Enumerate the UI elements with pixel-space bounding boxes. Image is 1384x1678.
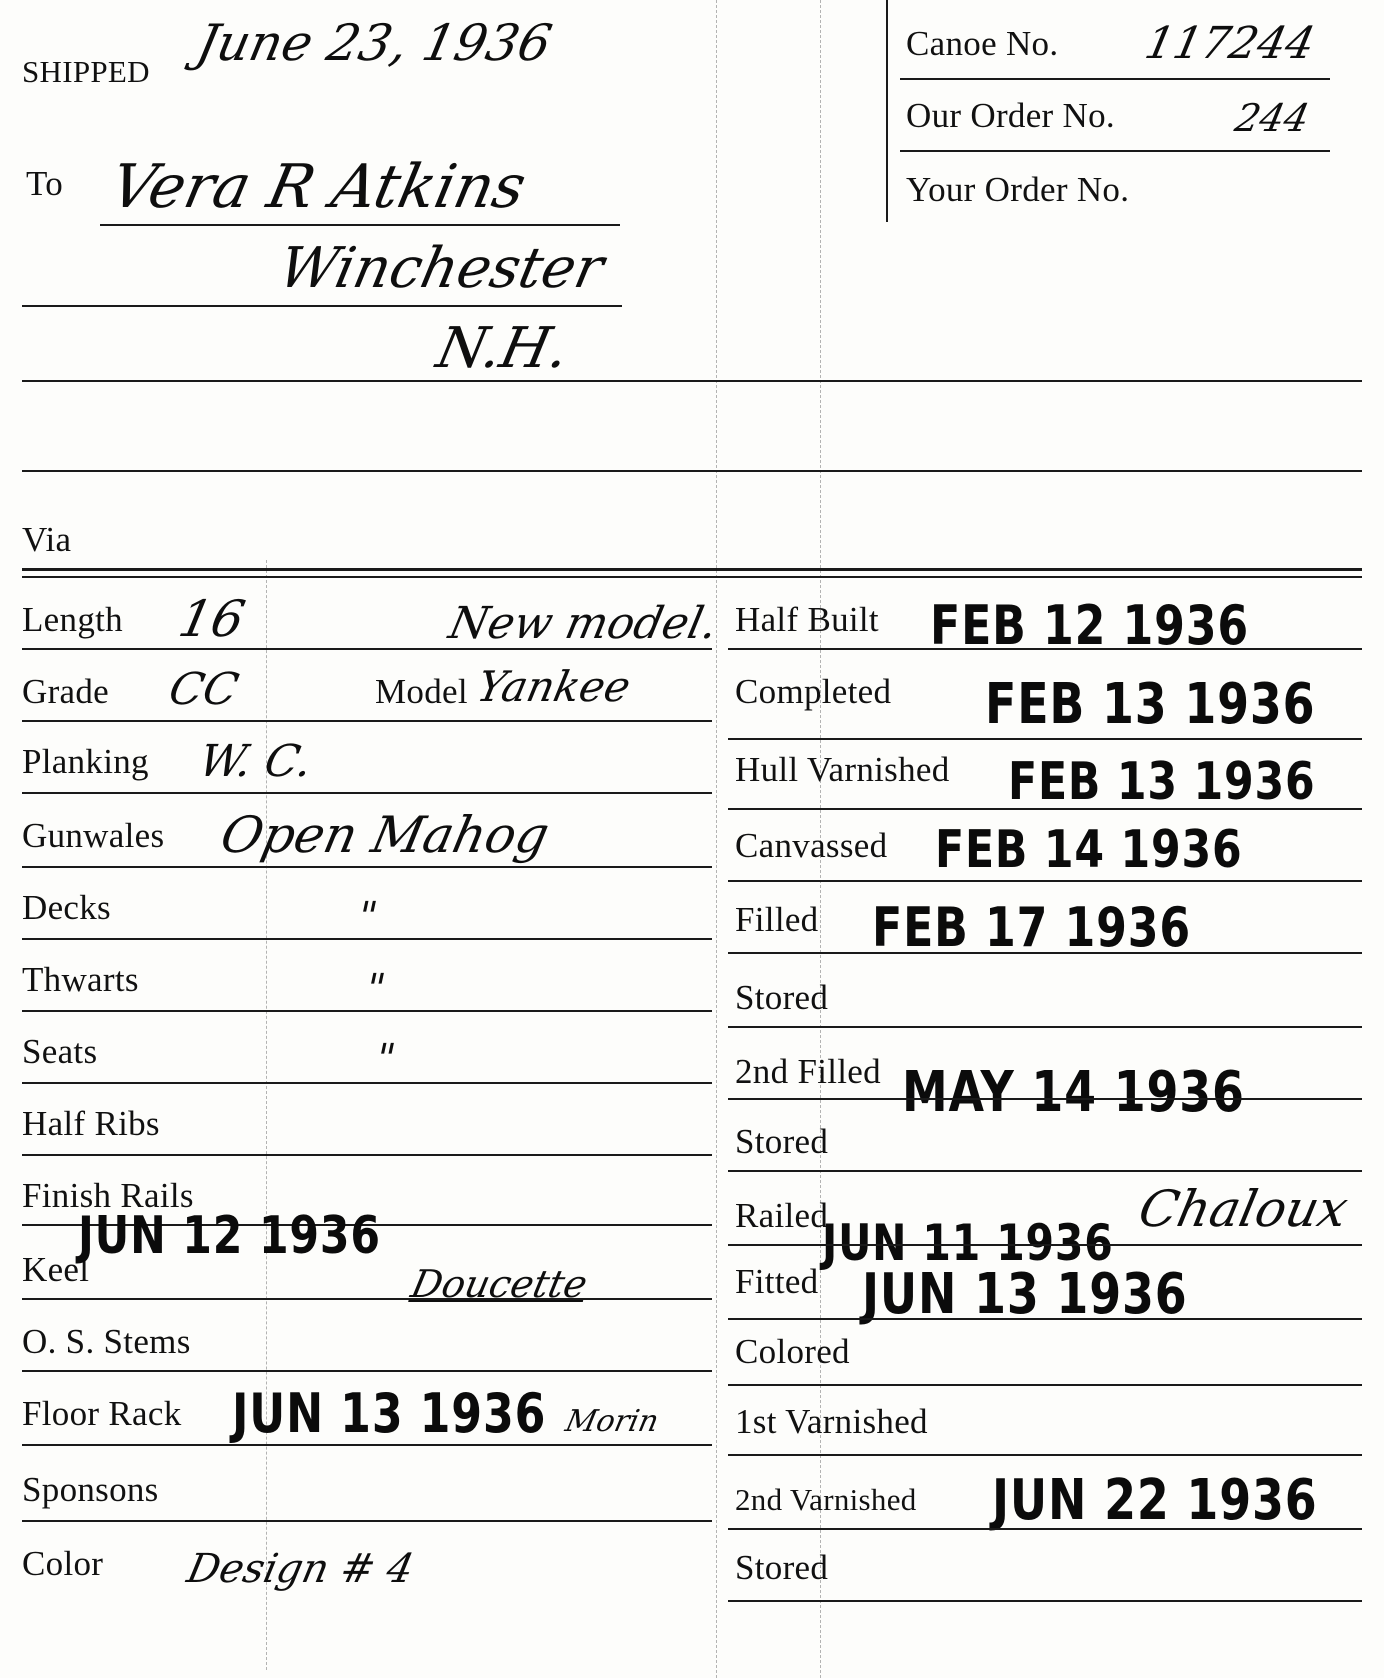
section-divider [22,568,1362,571]
row-rule [22,1298,712,1300]
gunwales-value: Open Mahog [215,806,555,864]
first-varnished-label: 1st Varnished [735,1402,928,1441]
sponsons-label: Sponsons [22,1470,159,1509]
row-rule [22,648,712,650]
row-rule [728,1454,1362,1456]
row-rule [728,1026,1362,1028]
fitted-label: Fitted [735,1262,819,1301]
to-state: N.H. [431,316,575,381]
floor-rack-label: Floor Rack [22,1394,182,1433]
row-rule [728,648,1362,650]
to-label: To [26,164,64,203]
railed-note: Chaloux [1133,1180,1353,1238]
color-value: Design # 4 [183,1546,418,1592]
row-rule [22,1520,712,1522]
filled-stamp: FEB 17 1936 [872,896,1191,959]
order-box-border [886,0,888,222]
floor-rack-note: Morin [562,1404,662,1439]
grade-label: Grade [22,672,110,711]
keel-label: Keel [22,1250,90,1289]
filled-label: Filled [735,900,819,939]
your-order-no-label: Your Order No. [906,170,1130,209]
address-line [22,305,622,307]
order-box-rule [900,78,1330,80]
shipped-label: SHIPPED [22,54,150,89]
row-rule [22,720,712,722]
keel-stamp: JUN 12 1936 [78,1206,381,1266]
second-filled-label: 2nd Filled [735,1052,881,1091]
length-label: Length [22,600,123,639]
second-filled-stamp: MAY 14 1936 [902,1060,1245,1125]
railed-label: Railed [735,1196,829,1235]
address-line [100,224,620,226]
row-rule [728,1098,1362,1100]
row-rule [22,1010,712,1012]
second-varnished-label: 2nd Varnished [735,1482,917,1517]
row-rule [22,792,712,794]
colored-label: Colored [735,1332,850,1371]
thwarts-label: Thwarts [22,960,139,999]
row-rule [22,1154,712,1156]
stored-3-label: Stored [735,1548,829,1587]
gunwales-label: Gunwales [22,816,165,855]
section-divider [22,576,1362,578]
row-rule [22,1082,712,1084]
model-label: Model [375,672,468,711]
scan-artifact-line [716,0,717,1678]
keel-note: Doucette [407,1262,592,1306]
to-name: Vera R Atkins [104,152,532,222]
row-rule [22,866,712,868]
railed-stamp: JUN 11 1936 [822,1214,1114,1272]
decks-label: Decks [22,888,111,927]
grade-value: CC [164,664,243,715]
row-rule [728,1600,1362,1602]
our-order-no-value: 244 [1231,96,1314,140]
to-city: Winchester [273,236,610,301]
floor-rack-stamp: JUN 13 1936 [232,1382,547,1445]
row-rule [728,1244,1362,1246]
canoe-no-label: Canoe No. [906,24,1059,63]
order-box-rule [900,150,1330,152]
half-built-stamp: FEB 12 1936 [930,594,1249,657]
canoe-no-value: 117244 [1140,18,1320,69]
completed-label: Completed [735,672,892,711]
half-ribs-label: Half Ribs [22,1104,160,1143]
canvassed-label: Canvassed [735,826,888,865]
length-value: 16 [173,590,250,648]
hull-varnished-label: Hull Varnished [735,750,950,789]
planking-value: W. C. [194,736,318,787]
os-stems-label: O. S. Stems [22,1322,191,1361]
decks-value: " [353,894,382,940]
stored-2-label: Stored [735,1122,829,1161]
row-rule [728,952,1362,954]
our-order-no-label: Our Order No. [906,96,1115,135]
row-rule [728,1384,1362,1386]
seats-label: Seats [22,1032,98,1071]
finish-rails-label: Finish Rails [22,1176,194,1215]
seats-value: " [371,1036,400,1082]
thwarts-value: " [361,966,390,1012]
via-label: Via [22,520,72,559]
address-line [22,380,1362,382]
second-varnished-stamp: JUN 22 1936 [992,1468,1318,1533]
row-rule [22,938,712,940]
row-rule [22,1370,712,1372]
color-label: Color [22,1544,104,1583]
row-rule [728,1170,1362,1172]
fitted-stamp: JUN 13 1936 [862,1262,1188,1327]
shipped-date: June 23, 1936 [191,14,557,72]
length-note: New model. [444,598,723,649]
row-rule [728,738,1362,740]
half-built-label: Half Built [735,600,879,639]
address-line [22,470,1362,472]
model-value: Yankee [472,662,635,711]
row-rule [728,1528,1362,1530]
row-rule [22,1444,712,1446]
row-rule [728,1318,1362,1320]
hull-varnished-stamp: FEB 13 1936 [1008,752,1316,812]
scan-artifact-line [266,560,267,1670]
canvassed-stamp: FEB 14 1936 [935,820,1243,880]
row-rule [728,808,1362,810]
row-rule [728,880,1362,882]
stored-1-label: Stored [735,978,829,1017]
planking-label: Planking [22,742,149,781]
completed-stamp: FEB 13 1936 [985,672,1316,737]
